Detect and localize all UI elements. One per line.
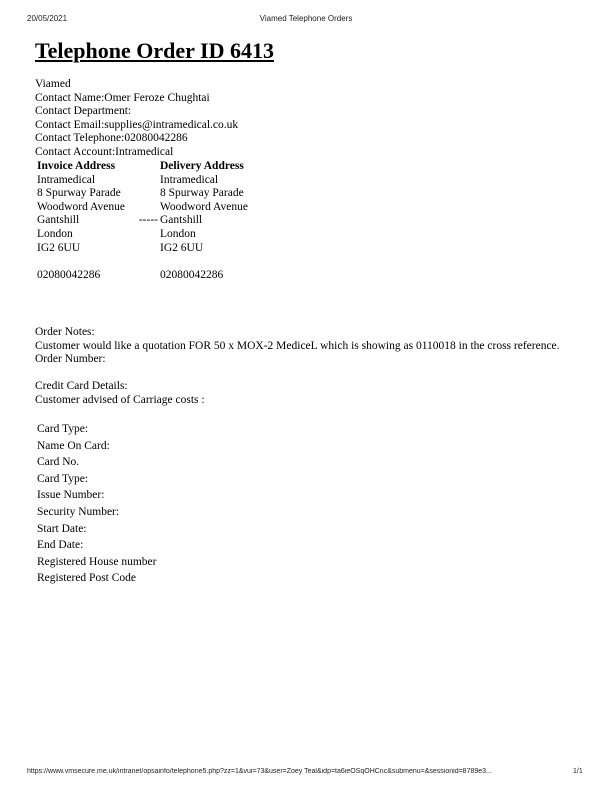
contact-telephone: Contact Telephone:02080042286: [35, 132, 188, 145]
credit-card-details-label: Credit Card Details:: [35, 380, 128, 393]
invoice-address-heading: Invoice Address: [37, 160, 116, 172]
phone-row: [36, 269, 281, 283]
card-field: Card Type:: [37, 472, 89, 485]
invoice-address-line: 8 Spurway Parade: [37, 187, 121, 200]
delivery-address-heading: Delivery Address: [160, 160, 244, 172]
contact-account: Contact Account:Intramedical: [35, 145, 174, 158]
contact-info: [35, 78, 238, 160]
print-header-title: Viamed Telephone Orders: [259, 14, 353, 23]
card-fields-list: [37, 421, 156, 587]
card-field: Name On Card:: [37, 439, 110, 452]
company-name: Viamed: [35, 78, 71, 90]
delivery-address-line: Intramedical: [160, 173, 219, 186]
print-date: 20/05/2021: [27, 14, 68, 23]
invoice-address-line: Gantshill: [37, 214, 80, 227]
address-row: [36, 187, 281, 201]
address-header-row: [36, 160, 281, 174]
invoice-address-line: IG2 6UU: [37, 241, 81, 254]
contact-name: Contact Name:Omer Feroze Chughtai: [35, 91, 210, 104]
page-title: Telephone Order ID 6413: [35, 38, 274, 63]
card-field: Card Type:: [37, 423, 89, 435]
order-notes-label: Order Notes:: [35, 326, 95, 338]
carriage-costs-label: Customer advised of Carriage costs :: [35, 393, 205, 406]
card-field: Registered House number: [37, 555, 157, 568]
address-table: [36, 160, 281, 282]
invoice-phone: 02080042286: [37, 268, 101, 281]
invoice-address-line: Woodword Avenue: [37, 200, 125, 213]
card-field: Registered Post Code: [37, 572, 137, 585]
delivery-address-line: Woodword Avenue: [160, 200, 248, 213]
card-field: Card No.: [37, 456, 80, 469]
address-separator: -----: [138, 214, 158, 227]
address-row: [36, 228, 281, 242]
contact-email: Contact Email:supplies@intramedical.co.uk: [35, 118, 239, 131]
invoice-address-line: London: [37, 227, 73, 240]
address-row: [36, 174, 281, 188]
print-footer-url: https://www.vmsecure.me.uk/intranet/opsainfo/telephone5.php?zz=1&vui=73&user=Zoey Teal&idp=ta6ieOSqOHCnc&submenu=&sessionid=8789e3...: [27, 768, 492, 775]
card-field: Security Number:: [37, 505, 120, 518]
invoice-address-line: Intramedical: [37, 173, 96, 186]
card-field: End Date:: [37, 539, 84, 552]
card-field: Start Date:: [37, 522, 87, 535]
order-notes-text: Customer would like a quotation FOR 50 x MOX-2 MediceL which is showing as 0110018 in the cross reference.: [35, 339, 560, 352]
delivery-address-line: London: [160, 227, 196, 240]
order-number-label: Order Number:: [35, 353, 106, 366]
address-row: [36, 201, 281, 215]
delivery-phone: 02080042286: [160, 268, 224, 281]
delivery-address-line: Gantshill: [160, 214, 203, 227]
order-notes-section: [35, 326, 575, 408]
address-row: [36, 214, 281, 228]
address-row: [36, 242, 281, 256]
delivery-address-line: 8 Spurway Parade: [160, 187, 244, 200]
card-field: Issue Number:: [37, 489, 105, 502]
delivery-address-line: IG2 6UU: [160, 241, 204, 254]
contact-department: Contact Department:: [35, 105, 132, 118]
print-page-number: 1/1: [573, 768, 583, 775]
